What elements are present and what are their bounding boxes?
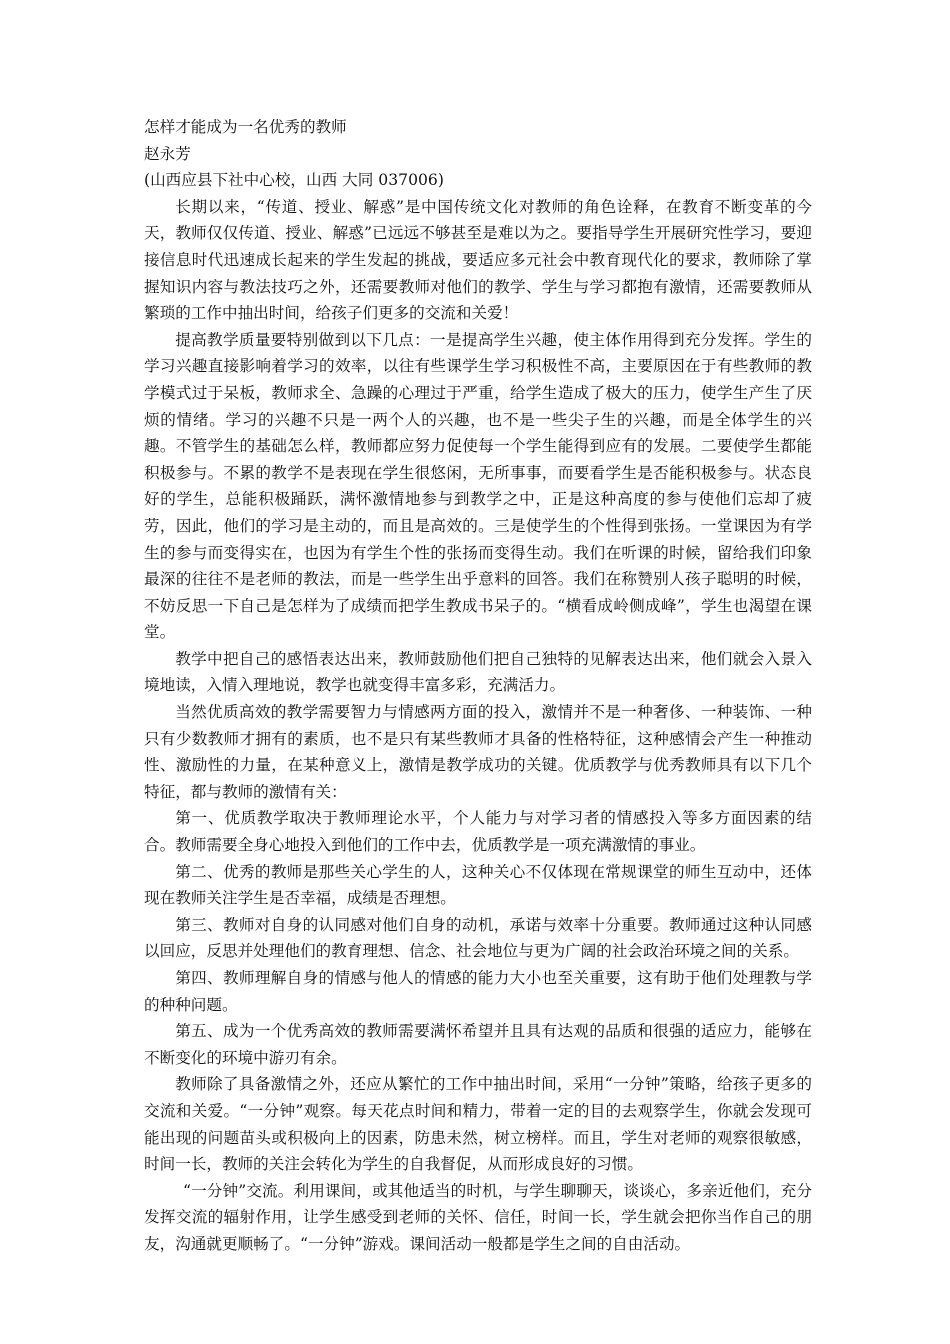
paragraph-point-1: 第一、优质教学取决于教师理论水平，个人能力与对学习者的情感投入等多方面因素的结合。教师需要全身心地投入到他们的工作中去，优质教学是一项充满激情的事业。 xyxy=(144,809,812,855)
paragraph-point-5: 第五、成为一个优秀高效的教师需要满怀希望并且具有达观的品质和很强的适应力，能够在不断变化的环境中游刃有余。 xyxy=(144,1022,812,1067)
paragraph-intro: 长期以来，“传道、授业、解惑”是中国传统文化对教师的角色诠释，在教育不断变革的今天，教师仅仅传道、授业、解惑”已远远不够甚至是难以为之。要指导学生开展研究性学习，要迎接信息时代迅速成长起来的学生发起的挑战，要适应多元社会中教育现代化的要求，教师除了掌握知识内容与教法技巧之外，还需要教师对他们的教学、学生与学习都抱有激情，还需要教师从繁琐的工作中抽出时间，给孩子们更多的交流和关爱！ xyxy=(144,197,812,323)
paragraph-point-4: 第四、教师理解自身的情感与他人的情感的能力大小也至关重要，这有助于他们处理教与学的种种问题。 xyxy=(144,969,812,1014)
author-affiliation: (山西应县下社中心校，山西 大同 037006) xyxy=(144,171,444,190)
paragraph-one-minute-observation: 教师除了具备激情之外，还应从繁忙的工作中抽出时间，采用“一分钟”策略，给孩子更多的交流和关爱。“一分钟”观察。每天花点时间和精力，带着一定的目的去观察学生，你就会发现可能出现的问题苗头或积极向上的因素，防患未然，树立榜样。而且，学生对老师的观察很敏感，时间一长，教师的关注会转化为学生的自我督促，从而形成良好的习惯。 xyxy=(144,1075,812,1174)
article-title: 怎样才能成为一名优秀的教师 xyxy=(144,118,347,136)
paragraph-point-3: 第三、教师对自身的认同感对他们自身的动机，承诺与效率十分重要。教师通过这种认同感以回应，反思并处理他们的教育理想、信念、社会地位与更为广阔的社会政治环境之间的关系。 xyxy=(144,915,812,961)
paragraph-point-2: 第二、优秀的教师是那些关心学生的人，这种关心不仅体现在常规课堂的师生互动中，还体现在教师关注学生是否幸福，成绩是否理想。 xyxy=(144,862,812,908)
author-name: 赵永芳 xyxy=(144,144,191,163)
paragraph-one-minute-communication: “一分钟”交流。利用课间，或其他适当的时机，与学生聊聊天，谈谈心，多亲近他们，充分发挥交流的辐射作用，让学生感受到老师的关怀、信任，时间一长，学生就会把你当作自己的朋友，沟通就更顺畅了。“一分钟”游戏。课间活动一般都是学生之间的自由活动。 xyxy=(144,1181,812,1253)
paragraph-teaching-quality: 提高教学质量要特别做到以下几点：一是提高学生兴趣，使主体作用得到充分发挥。学生的学习兴趣直接影响着学习的效率，以往有些课学生学习积极性不高，主要原因在于有些教师的教学模式过于呆板，教师求全、急躁的心理过于严重，给学生造成了极大的压力，使学生产生了厌烦的情绪。学习的兴趣不只是一两个人的兴趣，也不是一些尖子生的兴趣，而是全体学生的兴趣。不管学生的基础怎么样，教师都应努力促使每一个学生能得到应有的发展。二要使学生都能积极参与。不累的教学不是表现在学生很悠闲，无所事事，而要看学生是否能积极参与。状态良好的学生，总能积极踊跃，满怀激情地参与到教学之中，正是这种高度的参与使他们忘却了疲劳，因此，他们的学习是主动的，而且是高效的。三是使学生的个性得到张扬。一堂课因为有学生的参与而变得实在，也因为有学生个性的张扬而变得生动。我们在听课的时候，留给我们印象最深的往往不是老师的教法，而是一些学生出乎意料的回答。我们在称赞别人孩子聪明的时候，不妨反思一下自己是怎样为了成绩而把学生教成书呆子的。“横看成岭侧成峰”，学生也渴望在课堂。 xyxy=(144,330,812,642)
document-page xyxy=(144,114,812,1258)
paragraph-passion: 当然优质高效的教学需要智力与情感两方面的投入，激情并不是一种奢侈、一种装饰、一种只有少数教师才拥有的素质，也不是只有某些教师才具备的性格特征，这种感情会产生一种推动性、激励性的力量，在某种意义上，激情是教学成功的关键。优质教学与优秀教师具有以下几个特征，都与教师的激情有关： xyxy=(144,703,812,801)
paragraph-expression: 教学中把自己的感悟表达出来，教师鼓励他们把自己独特的见解表达出来，他们就会入景入境地读，入情入理地说，教学也就变得丰富多彩，充满活力。 xyxy=(144,649,812,695)
